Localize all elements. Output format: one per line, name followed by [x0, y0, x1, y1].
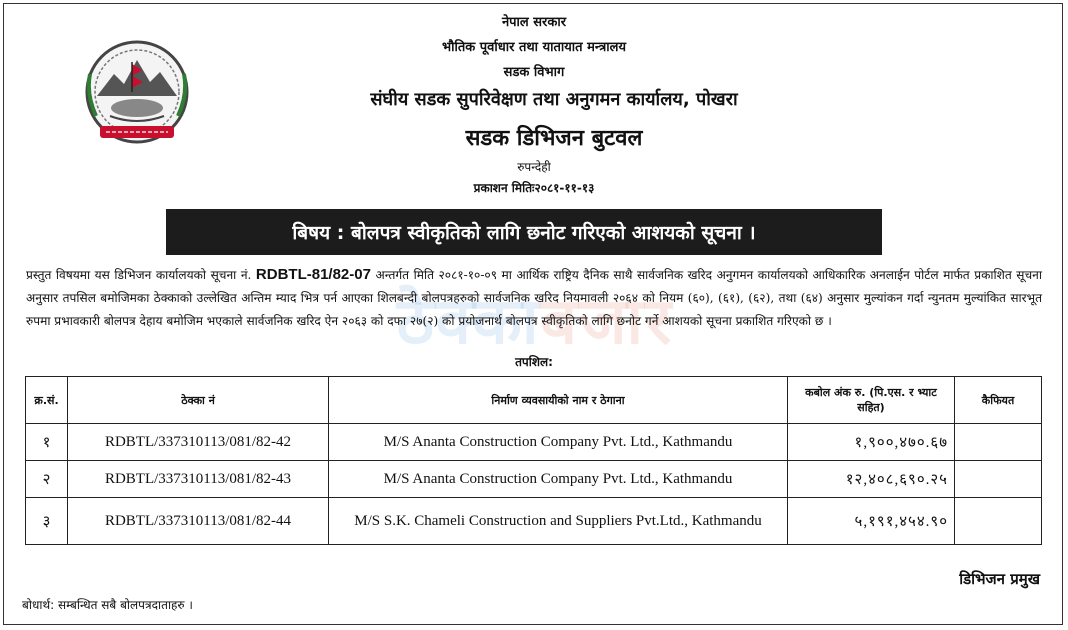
table-row [26, 498, 1042, 545]
cell-contract-no: RDBTL/337310113/081/82-44 [68, 498, 329, 545]
watermark-part-1: ठेक्का [396, 284, 541, 359]
tapsil-label: तपशिल: [515, 355, 553, 369]
cell-amount: १,९००,४७०.६७ [788, 424, 955, 461]
cell-sn: २ [26, 461, 68, 498]
cell-amount: ५,१९१,४५४.९० [788, 498, 955, 545]
cell-contract-no: RDBTL/337310113/081/82-43 [68, 461, 329, 498]
cell-contractor: M/S Ananta Construction Company Pvt. Ltd., Kathmandu [329, 461, 788, 498]
cell-remarks [955, 498, 1042, 545]
ministry-title: भौतिक पूर्वाधार तथा यातायात मन्त्रालय [441, 40, 626, 55]
cell-contractor: M/S S.K. Chameli Construction and Suppliers Pvt.Ltd., Kathmandu [329, 498, 788, 545]
table-row [26, 424, 1042, 461]
office-title: संघीय सडक सुपरिवेक्षण तथा अनुगमन कार्यालय, पोखरा [370, 89, 738, 110]
watermark-part-2: बजार [540, 284, 674, 359]
cell-contractor: M/S Ananta Construction Company Pvt. Ltd., Kathmandu [329, 424, 788, 461]
cell-contract-no: RDBTL/337310113/081/82-42 [68, 424, 329, 461]
header-contract-no: ठेक्का नं [68, 377, 329, 424]
cc-footnote: बोधार्थ: सम्बन्धित सबै बोलपत्रदाताहरु । [22, 598, 193, 612]
cell-remarks [955, 461, 1042, 498]
notice-body-part-2: अन्तर्गत मिति २०८१-१०-०९ मा आर्थिक राष्ट्रिय दैनिक साथै सार्वजनिक खरिद अनुगमन कार्यालयको आधिकारिक अनलाईन पोर्टल मार्फत प्रकाशित सूचना अनुसार तपसिल बमोजिमका ठेक्काको उल्लेखित अन्तिम म्याद भित्र पर्न आएका शिलबन्दी बोलपत्रहरुको सार्वजनिक खरिद नियमावली २०६४ को नियम (६०), (६१), (६२), तथा (६४) अनुसार मुल्यांकन गर्दा न्युनतम मुल्यांकित सारभूत रुपमा प्रभावकारी बोलपत्र देहाय बमोजिम भएकाले सार्वजनिक खरिद ऐन २०६३ को दफा २७(२) को प्रयोजनार्थ बोलपत्र स्वीकृतिको लागि छनोट गर्ने आशयको सूचना प्रकाशित गरिएको छ । [26, 268, 1042, 328]
tender-table [25, 376, 1042, 545]
government-title: नेपाल सरकार [501, 15, 567, 30]
cell-remarks [955, 424, 1042, 461]
division-title: सडक डिभिजन बुटवल [465, 126, 643, 151]
reference-number: RDBTL-81/82-07 [255, 266, 371, 283]
header-contractor: निर्माण व्यवसायीको नाम र ठेगाना [329, 377, 788, 424]
district-name: रुपन्देही [517, 160, 551, 174]
table-header-row [26, 377, 1042, 424]
table-row [26, 461, 1042, 498]
notice-body-part-1: प्रस्तुत विषयमा यस डिभिजन कार्यालयको सूचना नं. [26, 268, 256, 282]
cell-sn: १ [26, 424, 68, 461]
publish-date: प्रकाशन मितिः२०८१-११-१३ [473, 181, 595, 195]
subject-banner: बिषय : बोलपत्र स्वीकृतिको लागि छनोट गरिएको आशयको सूचना । [166, 209, 882, 255]
signature-title: डिभिजन प्रमुख [959, 570, 1040, 588]
header-sn: क्र.सं. [26, 377, 68, 424]
cell-amount: १२,४०८,६९०.२५ [788, 461, 955, 498]
header-remarks: कैफियत [955, 377, 1042, 424]
cell-sn: ३ [26, 498, 68, 545]
header-amount: कबोल अंक रु. (पि.एस. र भ्याट सहित) [788, 377, 955, 424]
notice-body [26, 263, 1042, 333]
department-title: सडक विभाग [503, 65, 565, 80]
